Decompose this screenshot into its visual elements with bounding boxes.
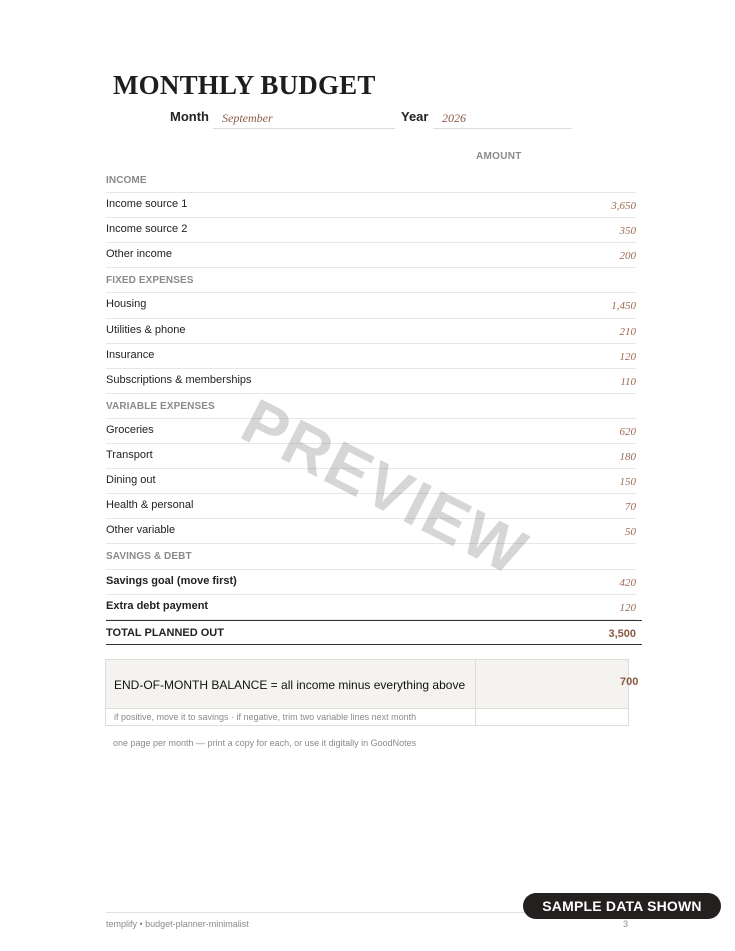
budget-row: [106, 419, 636, 444]
section-label: SAVINGS & DEBT: [106, 551, 192, 563]
row-amount[interactable]: 150: [619, 476, 636, 489]
budget-row: [106, 243, 636, 268]
row-amount[interactable]: 120: [619, 350, 636, 363]
page-title: MONTHLY BUDGET: [113, 70, 376, 100]
budget-row: [106, 519, 636, 544]
row-amount[interactable]: 3,650: [611, 200, 636, 213]
section-label: FIXED EXPENSES: [106, 275, 194, 287]
budget-row: [106, 469, 636, 494]
row-label: Extra debt payment: [106, 599, 209, 612]
balance-label: END-OF-MONTH BALANCE = all income minus everything above: [114, 678, 466, 692]
amount-column-header: AMOUNT: [476, 151, 522, 162]
page-number: 3: [623, 919, 629, 929]
total-row: [106, 620, 642, 645]
row-amount[interactable]: 110: [620, 375, 636, 388]
section-header: [106, 394, 636, 419]
year-field[interactable]: 2026: [433, 107, 572, 129]
balance-box: [105, 659, 639, 726]
row-amount[interactable]: 70: [625, 501, 636, 514]
month-label: Month: [170, 109, 209, 124]
budget-row: [106, 344, 636, 369]
row-amount[interactable]: 180: [619, 451, 636, 464]
row-amount[interactable]: 50: [625, 526, 636, 539]
row-amount[interactable]: 350: [619, 225, 636, 238]
balance-note: if positive, move it to savings · if negative, trim two variable lines next month: [114, 712, 417, 722]
row-label: Transport: [106, 449, 153, 462]
budget-row: [106, 293, 636, 318]
row-label: Housing: [106, 298, 147, 311]
usage-note: one page per month — print a copy for each, or use it digitally in GoodNotes: [113, 738, 417, 748]
row-label: Other income: [106, 248, 173, 261]
row-label: Health & personal: [106, 499, 194, 512]
row-amount[interactable]: 620: [619, 425, 636, 438]
section-header: [106, 168, 636, 193]
budget-row: [106, 570, 636, 595]
row-amount[interactable]: 1,450: [611, 300, 636, 313]
budget-row: [106, 218, 636, 243]
row-label: Dining out: [106, 474, 156, 487]
month-field[interactable]: September: [213, 107, 395, 129]
total-value: 3,500: [608, 627, 636, 640]
row-amount[interactable]: 420: [619, 576, 636, 589]
section-label: INCOME: [106, 175, 147, 186]
budget-row: [106, 595, 636, 620]
budget-row: [106, 193, 636, 218]
row-label: Income source 2: [106, 223, 188, 236]
row-label: Other variable: [106, 524, 176, 537]
budget-row: [106, 444, 636, 469]
preview-watermark: PREVIEW: [230, 384, 540, 590]
row-label: Income source 1: [106, 198, 188, 211]
row-label: Insurance: [106, 348, 155, 361]
row-label: Subscriptions & memberships: [106, 373, 252, 386]
section-header: [106, 544, 636, 569]
budget-row: [106, 369, 636, 394]
row-label: Savings goal (move first): [106, 574, 237, 587]
year-label: Year: [401, 109, 429, 124]
section-header: [106, 268, 636, 293]
budget-row: [106, 494, 636, 519]
budget-table: [106, 168, 636, 645]
section-label: VARIABLE EXPENSES: [106, 400, 215, 412]
sample-data-badge: SAMPLE DATA SHOWN: [523, 893, 721, 919]
balance-divider: [475, 660, 476, 725]
budget-row: [106, 319, 636, 344]
row-amount[interactable]: 210: [619, 325, 636, 338]
total-label: TOTAL PLANNED OUT: [106, 626, 224, 639]
row-amount[interactable]: 200: [619, 250, 636, 263]
row-label: Groceries: [106, 423, 154, 436]
balance-value[interactable]: 700: [620, 676, 639, 688]
row-label: Utilities & phone: [106, 323, 186, 336]
row-amount[interactable]: 120: [619, 601, 636, 614]
footer-source: templify • budget-planner-minimalist: [106, 919, 249, 929]
